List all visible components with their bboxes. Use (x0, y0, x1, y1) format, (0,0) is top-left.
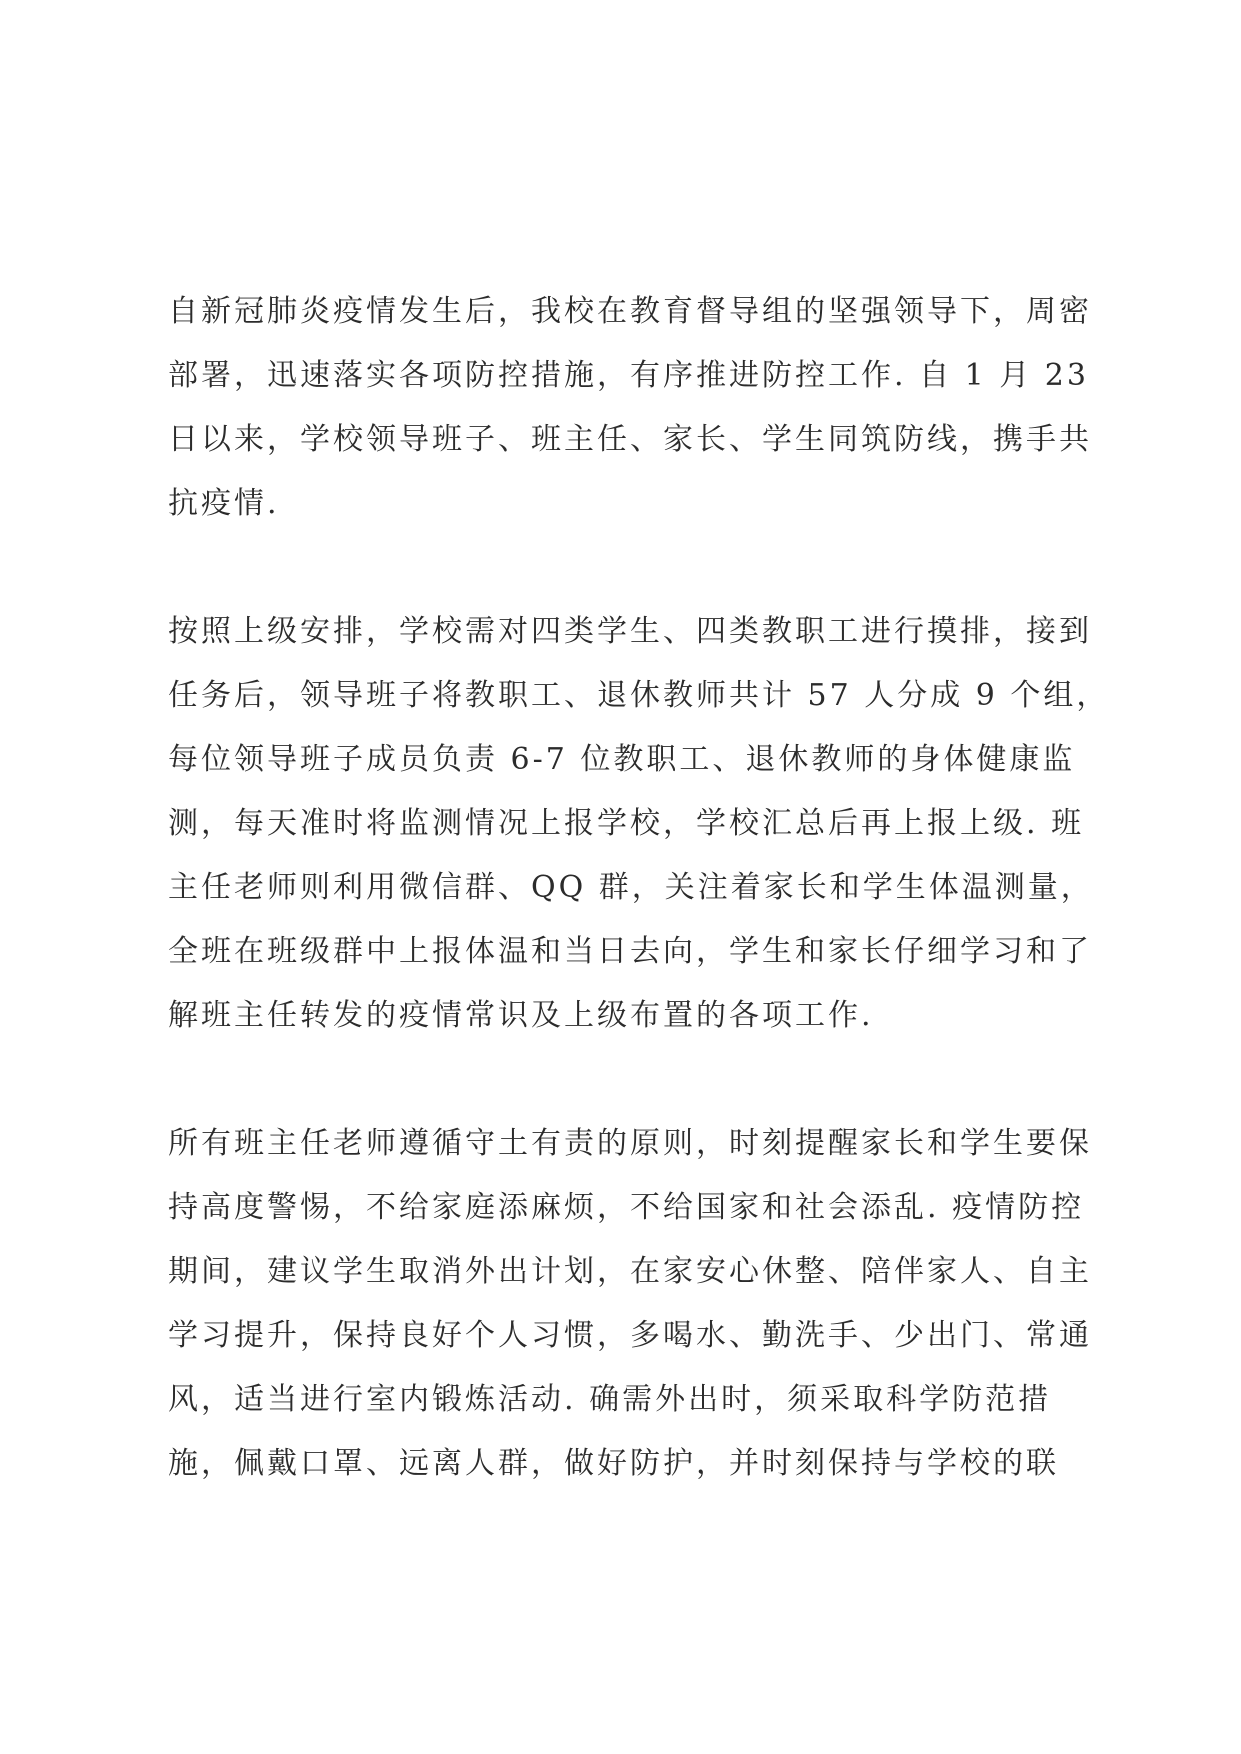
paragraph-2 (168, 600, 1110, 1048)
paragraph-line: 任务后，领导班子将教职工、退休教师共计 57 人分成 9 个组， (168, 678, 1110, 713)
paragraph-line: 测，每天准时将监测情况上报学校，学校汇总后再上报上级. 班 (168, 806, 1085, 841)
paragraph-line: 抗疫情. (168, 486, 280, 521)
paragraph-line: 解班主任转发的疫情常识及上级布置的各项工作. (168, 998, 874, 1033)
paragraph-line: 施，佩戴口罩、远离人群，做好防护，并时刻保持与学校的联 (168, 1446, 1059, 1481)
paragraph-line: 部署，迅速落实各项防控措施，有序推进防控工作. 自 1 月 23 (168, 358, 1089, 393)
paragraph-line: 按照上级安排，学校需对四类学生、四类教职工进行摸排，接到 (168, 614, 1092, 649)
paragraph-line: 每位领导班子成员负责 6-7 位教职工、退休教师的身体健康监 (168, 742, 1076, 777)
paragraph-1 (168, 280, 1098, 536)
paragraph-line: 所有班主任老师遵循守土有责的原则，时刻提醒家长和学生要保 (168, 1126, 1092, 1161)
paragraph-line: 全班在班级群中上报体温和当日去向，学生和家长仔细学习和了 (168, 934, 1092, 969)
paragraph-line: 日以来，学校领导班子、班主任、家长、学生同筑防线，携手共 (168, 422, 1092, 457)
paragraph-3 (168, 1112, 1098, 1496)
paragraph-line: 学习提升，保持良好个人习惯，多喝水、勤洗手、少出门、常通 (168, 1318, 1092, 1353)
paragraph-line: 主任老师则利用微信群、QQ 群，关注着家长和学生体温测量， (168, 870, 1094, 905)
paragraph-line: 自新冠肺炎疫情发生后，我校在教育督导组的坚强领导下，周密 (168, 294, 1092, 329)
paragraph-line: 持高度警惕，不给家庭添麻烦，不给国家和社会添乱. 疫情防控 (168, 1190, 1085, 1225)
paragraph-line: 风，适当进行室内锻炼活动. 确需外出时，须采取科学防范措 (168, 1382, 1052, 1417)
document-body (168, 280, 1110, 1560)
paragraph-line: 期间，建议学生取消外出计划，在家安心休整、陪伴家人、自主 (168, 1254, 1092, 1289)
